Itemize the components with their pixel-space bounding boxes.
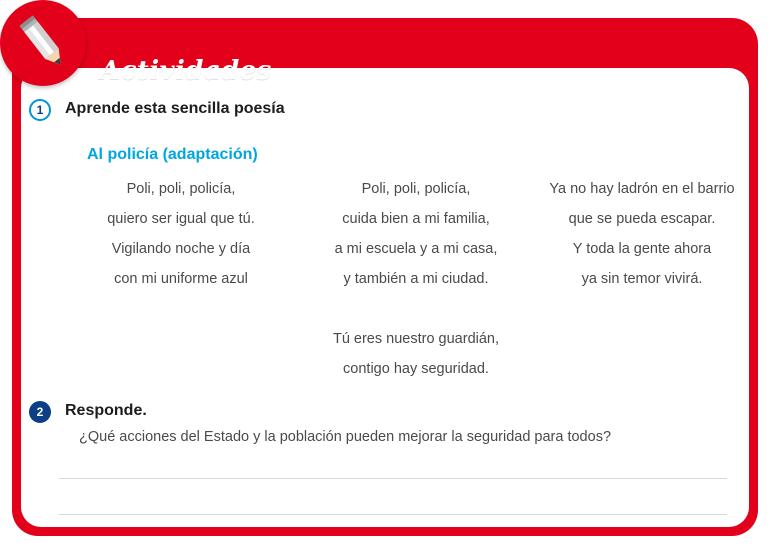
poem-line: Y toda la gente ahora: [572, 241, 712, 257]
activity-instruction-2: Responde.: [65, 402, 147, 419]
activity-instruction-1: Aprende esta sencilla poesía: [65, 100, 285, 117]
stanza-gap: [301, 294, 531, 324]
page-title: Actividades: [100, 56, 272, 86]
answer-line[interactable]: [59, 514, 727, 515]
poem-line: Ya no hay ladrón en el barrio: [549, 181, 735, 197]
answer-line[interactable]: [59, 478, 727, 479]
poem-line: Vigilando noche y día: [111, 241, 251, 257]
poem-columns: [61, 174, 747, 384]
poem-line: contigo hay seguridad.: [343, 361, 489, 377]
poem-line: a mi escuela y a mi casa,: [334, 241, 498, 257]
activity-number-2: 2: [29, 401, 51, 423]
question-text: ¿Qué acciones del Estado y la población pueden mejorar la seguridad para todos?: [79, 429, 612, 445]
poem-line: quiero ser igual que tú.: [107, 211, 255, 227]
poem-line: cuida bien a mi familia,: [342, 211, 490, 227]
poem-title: Al policía (adaptación): [87, 146, 258, 163]
poem-line: ya sin temor vivirá.: [581, 271, 703, 287]
poem-line: Poli, poli, policía,: [126, 181, 236, 197]
poem-column-2: [301, 174, 531, 384]
activity-item-2: [29, 400, 147, 423]
poem-line: Tú eres nuestro guardián,: [332, 331, 500, 347]
activity-content: [21, 68, 749, 527]
poem-line: que se pueda escapar.: [568, 211, 716, 227]
activity-item-1: [29, 98, 285, 121]
activity-number-1: 1: [29, 99, 51, 121]
poem-line: Poli, poli, policía,: [361, 181, 471, 197]
poem-line: y también a mi ciudad.: [343, 271, 489, 287]
poem-column-1: [61, 174, 301, 384]
poem-line: con mi uniforme azul: [114, 271, 248, 287]
poem-column-3: [531, 174, 747, 384]
